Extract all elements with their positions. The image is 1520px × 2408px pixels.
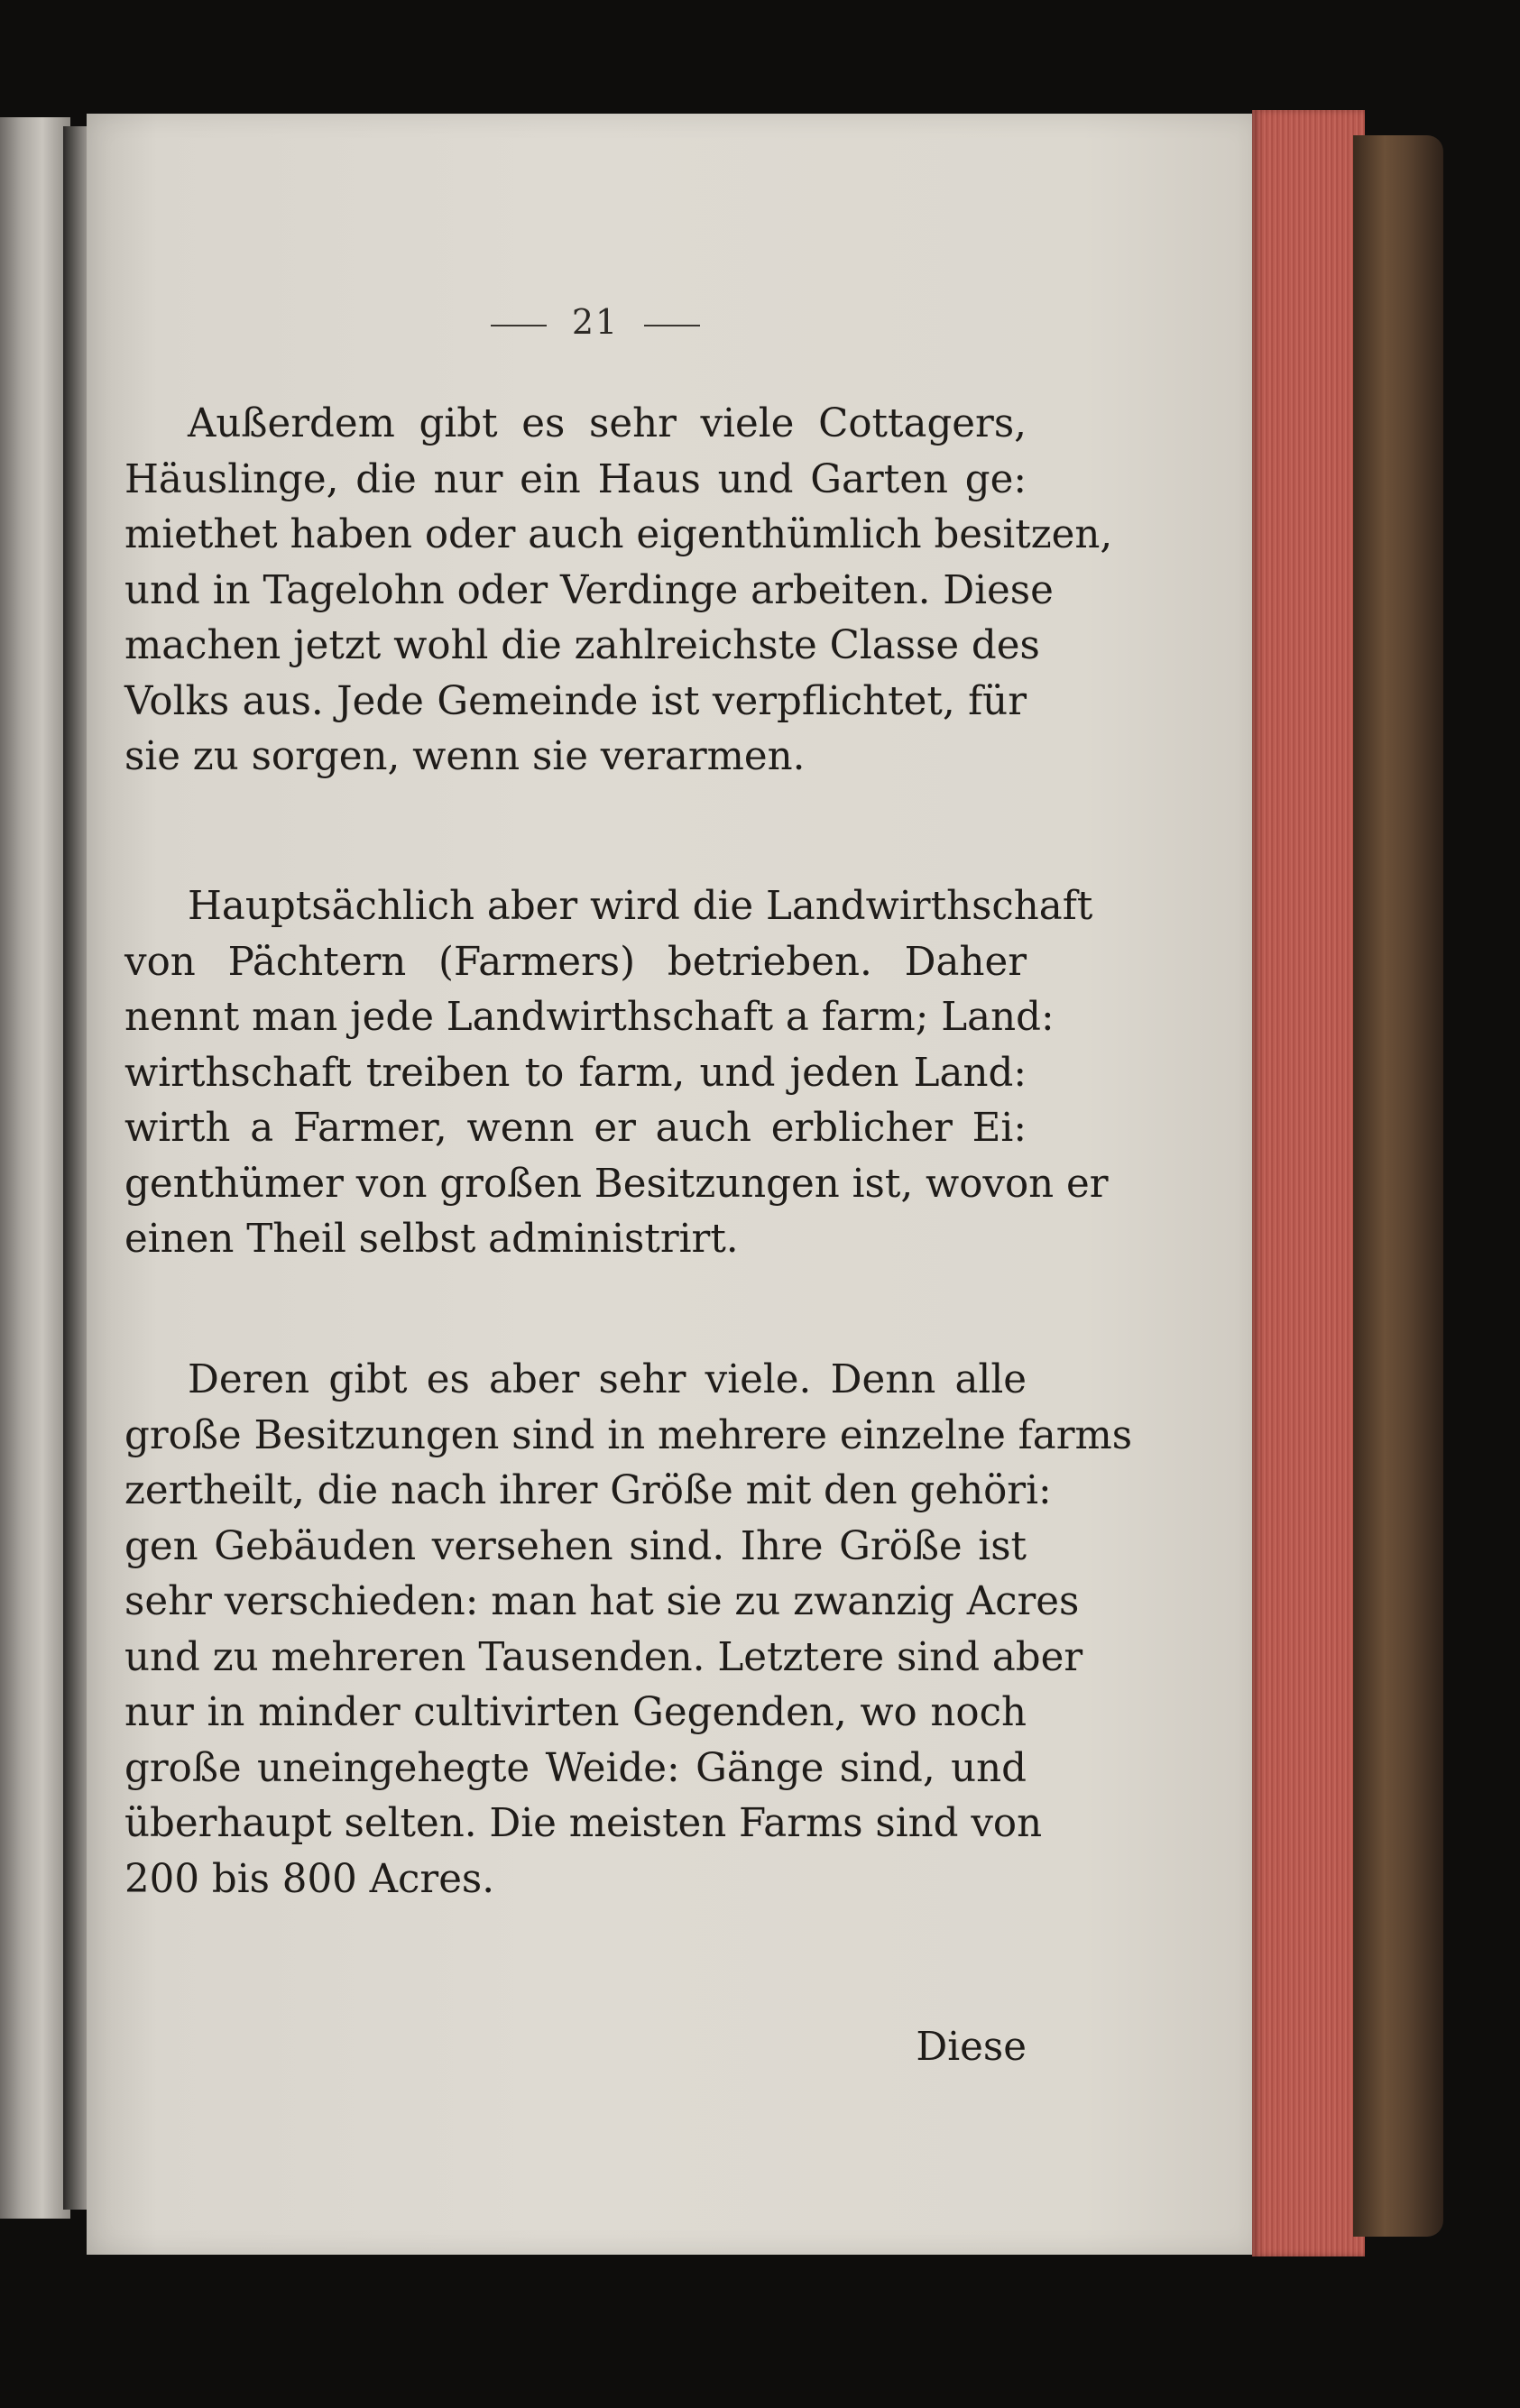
text-line: Häuslinge, die nur ein Haus und Garten ge: (124, 456, 1027, 502)
text-line: überhaupt selten. Die meisten Farms sind von (124, 1801, 1043, 1846)
text-line: machen jetzt wohl die zahlreichste Classe des (124, 623, 1040, 668)
facing-page-edge (0, 117, 70, 2219)
page-number: 21 (571, 302, 620, 342)
text-line: große Besitzungen sind in mehrere einzelne farms (124, 1412, 1133, 1458)
text-line: nur in minder cultivirten Gegenden, wo noch (124, 1690, 1027, 1735)
paragraph-2 (124, 879, 1109, 1268)
text-line: zertheilt, die nach ihrer Größe mit den gehöri: (124, 1468, 1052, 1513)
text-line: und zu mehreren Tausenden. Letztere sind aber (124, 1634, 1083, 1680)
text-line: wirth a Farmer, wenn er auch erblicher Ei: (124, 1106, 1027, 1151)
paragraph-3 (124, 1353, 1133, 1907)
paragraph-1 (124, 397, 1113, 786)
text-line: Volks aus. Jede Gemeinde ist verpflichtet, für (124, 678, 1027, 724)
text-line: nennt man jede Landwirthschaft a farm; Land: (124, 995, 1055, 1040)
text-line: gen Gebäuden versehen sind. Ihre Größe ist (124, 1523, 1027, 1569)
text-line: Außerdem gibt es sehr viele Cottagers, (188, 401, 1027, 446)
text-line: sie zu sorgen, wenn sie verarmen. (124, 734, 806, 779)
text-line: genthümer von großen Besitzungen ist, wovon er (124, 1161, 1109, 1207)
header-dash-right (644, 325, 700, 326)
page-block-edge (1252, 110, 1365, 2256)
text-line: von Pächtern (Farmers) betrieben. Daher (124, 939, 1027, 985)
text-line: einen Theil selbst administrirt. (124, 1217, 739, 1262)
text-line: große uneingehegte Weide: Gänge sind, und (124, 1745, 1027, 1791)
catchword: Diese (916, 2025, 1027, 2070)
text-line: wirthschaft treiben to farm, und jeden Land: (124, 1050, 1027, 1096)
page-number-header (406, 302, 785, 342)
text-line: Hauptsächlich aber wird die Landwirthschaft (188, 884, 1093, 929)
text-line: und in Tagelohn oder Verdinge arbeiten. Diese (124, 567, 1054, 613)
header-dash-left (491, 325, 547, 326)
book-cover (1353, 135, 1443, 2237)
text-line: sehr verschieden: man hat sie zu zwanzig Acres (124, 1579, 1080, 1624)
text-line: 200 bis 800 Acres. (124, 1856, 495, 1902)
text-line: miethet haben oder auch eigenthümlich besitzen, (124, 512, 1113, 557)
text-line: Deren gibt es aber sehr viele. Denn alle (188, 1357, 1027, 1402)
